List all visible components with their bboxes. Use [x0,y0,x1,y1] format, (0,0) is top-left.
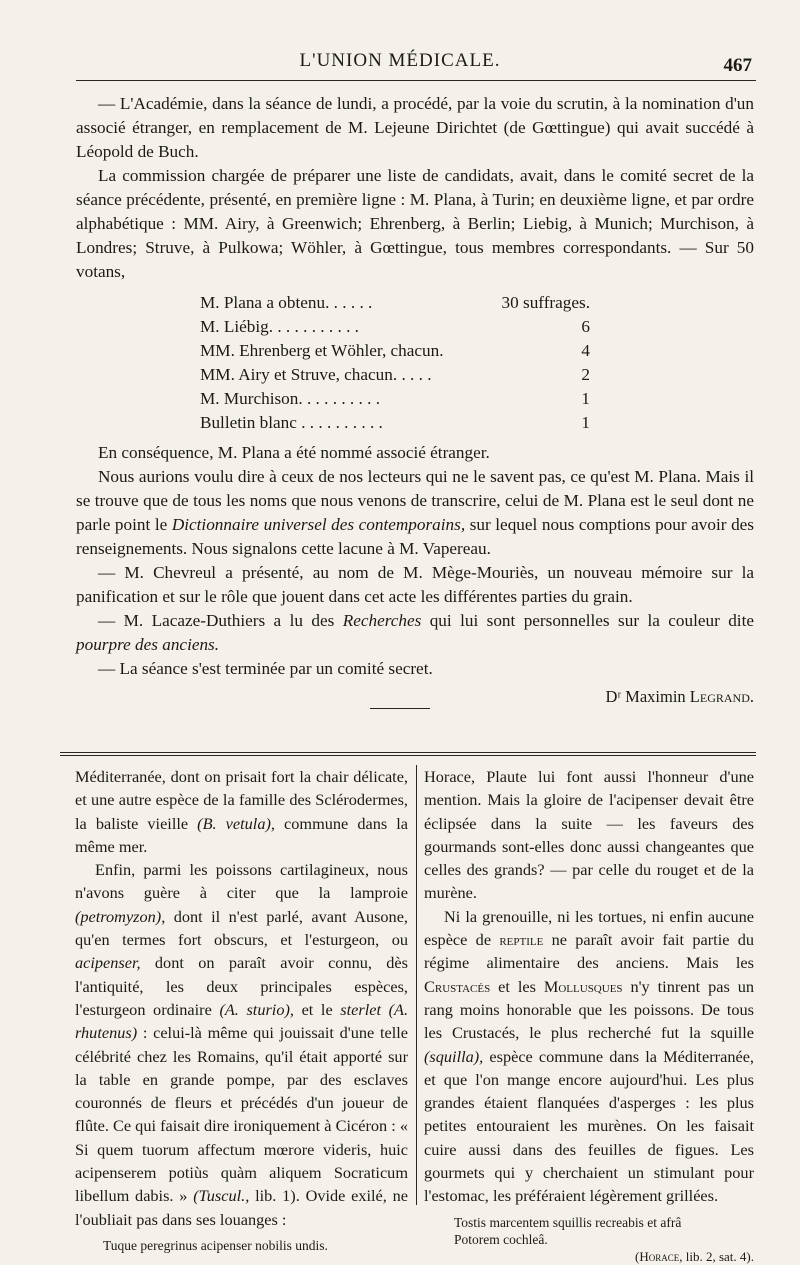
dictionary-title: Dictionnaire universel des contemporains, [171,515,466,534]
verse-reference [454,1248,754,1265]
page-number: 467 [723,55,752,76]
feuilleton-rule [60,752,756,756]
vote-count: 4 [581,341,590,360]
italic-term: acipenser, [75,953,141,973]
text-run: n'y tinrent pas un rang moins honorable que les poissons. De tous les Crustacés, le plus recherché fut la squille [424,976,755,1043]
italic-term: (B. vetula), [197,813,275,833]
vote-count: 2 [581,365,590,384]
paragraph-closing: — La séance s'est terminée par un comité secret. [98,659,433,678]
signature-prefix: Dʳ Maximin [605,687,690,706]
vote-count: 1 [581,413,590,432]
paragraph-plana [76,465,754,561]
vote-row [200,315,590,339]
italic-term: Recherches [342,611,422,630]
paragraph-result: En conséquence, M. Plana a été nommé associé étranger. [98,443,490,462]
text-run: espèce commune dans la Méditerranée, et que l'on mange encore aujourd'hui. Les plus grandes étaient flanquées d'asperges : les plus petites entouraient les murènes. On les faisait cuire aussi dans des feuilles de figues. Les gourmets qui y cherchaient un stimulant pour l'estomac, les préféraient légèrement grillées. [424,1046,754,1206]
verse-line: Tostis marcentem squillis recreabis et afrâ [454,1214,682,1230]
vote-name: M. Plana a obtenu. . . . . . [200,293,373,312]
paragraph-lacaze [76,609,754,657]
text-run: ( [635,1248,640,1264]
paragraph-chevreul: — M. Chevreul a présenté, au nom de M. Mège-Mouriès, un nouveau mémoire sur la panification et sur le rôle que jouent dans cet acte les différentes parties du grain. [76,563,754,606]
column-divider [416,765,417,1205]
italic-term: pourpre des anciens. [76,635,220,654]
paragraph-horace: Horace, Plaute lui font aussi l'honneur d'une mention. Mais la gloire de l'acipenser devait être éclipsée dans la suite — les faveurs des gourmands sont-elles donc aussi changeantes que celles des grands? — par celle du rouget et de la murène. [424,767,754,903]
paragraph-mediterranean [75,765,408,858]
reference-author: Horace [639,1248,680,1264]
italic-term: (A. sturio), [219,999,294,1019]
text-run: qui lui sont personnelles sur la couleur dite [421,611,754,630]
text-run: sur lequel nous comptions pour avoir des renseignements. Nous signalons cette lacune à M. Vapereau. [76,515,754,558]
vote-count: 1 [581,389,590,408]
text-run: Méditerranée, dont on prisait fort la chair délicate, et une autre espèce de la famille des Sclérodermes, la baliste vieille [75,767,408,833]
text-run: Nous aurions voulu dire à ceux de nos lecteurs qui ne le savent pas, ce qu'est M. Plana. Mais il se trouve que de tous les noms que nous venons de transcrire, celui de M. Plana est le seul dont ne parle point le [76,467,754,534]
vote-name: M. Murchison. . . . . . . . . . [200,389,380,408]
vote-row [200,339,590,363]
vote-name: MM. Airy et Struve, chacun. . . . . [200,365,432,384]
author-signature [76,685,754,709]
italic-term: sterlet (A. rhutenus) [75,999,409,1043]
vote-row [200,387,590,411]
smallcaps-term: Crustacés [424,976,491,996]
feuilleton-right-column [424,765,754,1265]
vote-name: Bulletin blanc . . . . . . . . . . [200,413,383,432]
text-run: et le [293,999,341,1019]
text-run: Enfin, parmi les poissons cartilagineux, nous n'avons guère à citer que la lamproie [75,860,408,903]
running-title: L'UNION MÉDICALE. [299,50,501,71]
ovid-verse: Tuque peregrinus acipenser nobilis undis. [103,1237,328,1253]
paragraph-election: — L'Académie, dans la séance de lundi, a procédé, par la voie du scrutin, à la nomination d'un associé étranger, en remplacement de M. Lejeune Dirichtet (de Gœttingue) qui avait succédé à Léopold de Buch. [76,94,754,161]
signature-name: Legrand. [689,687,754,706]
verse-line: Potorem cochleâ. [454,1231,548,1247]
section-separator [370,708,430,709]
paragraph-sturgeon [75,858,408,1231]
vote-name: M. Liébig. . . . . . . . . . . [200,317,359,336]
text-run: , lib. 2, sat. 4). [679,1248,754,1264]
vote-results [200,291,590,435]
text-run: Ni la grenouille, ni les tortues, ni enfin aucune espèce de [424,906,754,950]
text-run: dont il n'est parlé, avant Ausone, qu'en termes fort obscurs, et l'esturgeon, ou [75,906,408,950]
vote-row [200,291,590,315]
vote-count: 30 suffrages. [501,293,590,312]
vote-row [200,411,590,435]
text-run: ne paraît avoir fait partie du régime alimentaire des anciens. Mais les [424,930,755,973]
paragraph-crustaceans [424,905,754,1208]
text-run: dont on paraît avoir connu, dès l'antiquité, les deux principales espèces, l'esturgeon ordinaire [75,953,408,1019]
smallcaps-term: reptile [499,930,544,950]
italic-term: (squilla), [424,1046,484,1066]
text-run: lib. 1). Ovide exilé, ne l'oubliait pas dans ses louanges : [75,1186,409,1229]
paragraph-commission: La commission chargée de préparer une liste de candidats, avait, dans le comité secret de la séance précédente, présenté, en première ligne : M. Plana, à Turin; en deuxième ligne, et par ordre alphabétique : MM. Airy, à Greenwich; Ehrenberg, à Berlin; Liebig, à Munich; Murchison, à Londres; Struve, à Pulkowa; Wöhler, à Gœttingue, tous membres correspondants. — Sur 50 votans, [76,166,754,281]
italic-term: (Tuscul., [193,1186,250,1206]
smallcaps-term: Mollusques [543,976,623,996]
text-run: : celui-là même qui jouissait d'une telle célébrité chez les Romains, qu'il était apporté sur la table en grande pompe, par des esclaves couronnés de fleurs et précédés d'un joueur de flûte. Ce qui faisait dire ironiquement à Cicéron : « Si quem tuorum affectum mœrore videris, huic acipenserem potiùs quàm aliquem Socraticum libellum dabis. » [75,1023,408,1206]
vote-count: 6 [581,317,590,336]
text-run: commune dans la même mer. [75,813,408,856]
horace-verse [424,1214,754,1265]
text-run: — M. Lacaze-Duthiers a lu des [98,611,343,630]
italic-term: (petromyzon), [75,906,166,926]
header-rule [76,80,756,81]
text-run: et les [490,976,544,996]
vote-row [200,363,590,387]
academy-report [76,92,754,709]
feuilleton-left-column [75,765,408,1254]
vote-name: MM. Ehrenberg et Wöhler, chacun. [200,341,444,360]
